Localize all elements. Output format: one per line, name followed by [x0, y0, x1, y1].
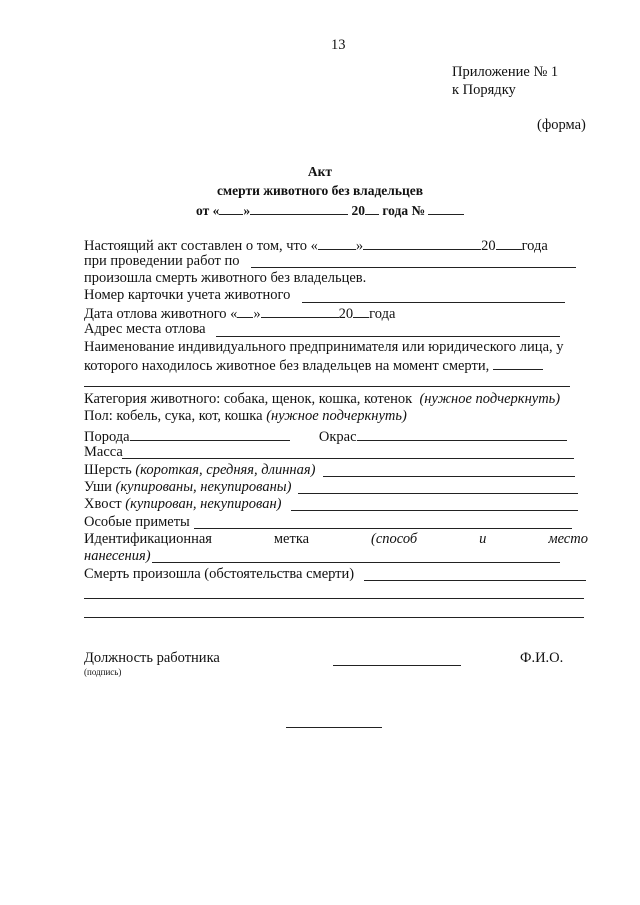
fill-line[interactable]: [152, 562, 560, 563]
hint-text: (способ: [371, 531, 418, 547]
hint-text: (нужное подчеркнуть): [266, 408, 407, 424]
fio-label: Ф.И.О.: [520, 650, 564, 666]
title-date-line: [196, 201, 464, 219]
text: метка: [273, 531, 310, 547]
blank[interactable]: [353, 304, 369, 318]
text: Шерсть: [84, 462, 132, 478]
fill-line[interactable]: [84, 598, 584, 599]
title-date-prefix: от «: [196, 203, 220, 218]
fill-line[interactable]: [291, 510, 578, 511]
title-line1: Акт: [307, 164, 333, 179]
fill-line[interactable]: [298, 493, 578, 494]
body-line-2: при проведении работ по: [84, 253, 240, 269]
title-date-year: 20: [351, 203, 365, 218]
fill-line[interactable]: [364, 580, 586, 581]
blank[interactable]: [261, 304, 339, 318]
blank[interactable]: [365, 201, 379, 215]
body-line-7: Наименование индивидуального предпринимателя или юридического лица, у: [84, 339, 564, 355]
body-line-10: [84, 408, 407, 425]
body-line-13: [84, 462, 315, 479]
text: года: [521, 238, 548, 254]
hint-text: и: [479, 531, 487, 547]
body-line-9: [84, 391, 560, 408]
body-line-3: произошла смерть животного без владельцев.: [84, 270, 367, 286]
text: »: [355, 238, 364, 254]
body-line-14: [84, 479, 291, 496]
page-number: 13: [331, 37, 346, 53]
hint-text: (нужное подчеркнуть): [419, 391, 561, 407]
text: Дата отлова животного «: [84, 306, 238, 322]
blank[interactable]: [363, 236, 481, 250]
text: Пол: кобель, сука, кот, кошка: [84, 408, 263, 424]
body-line-18: нанесения): [84, 548, 151, 564]
blank[interactable]: [318, 236, 356, 250]
blank[interactable]: [250, 201, 348, 215]
text: Порода: [84, 429, 130, 445]
body-line-11: [84, 427, 567, 446]
text: Категория животного: собака, щенок, кошка, котенок: [84, 391, 413, 407]
blank[interactable]: [219, 201, 243, 215]
text: года: [369, 306, 396, 322]
title-line2: смерти животного без владельцев: [216, 183, 424, 198]
appendix-line1: Приложение № 1: [452, 64, 559, 80]
blank[interactable]: [130, 427, 290, 441]
fill-line[interactable]: [216, 336, 560, 337]
text: 20: [338, 306, 354, 322]
title-date-suffix: года №: [382, 203, 426, 218]
appendix-line2: к Порядку: [452, 82, 516, 98]
body-line-4: Номер карточки учета животного: [84, 287, 291, 303]
fill-line[interactable]: [84, 617, 584, 618]
body-line-15: [84, 496, 282, 513]
hint-text: (короткая, средняя, длинная): [135, 462, 316, 478]
blank[interactable]: [493, 356, 543, 370]
sign-label: (подпись): [84, 667, 122, 677]
text: Окрас: [318, 429, 357, 445]
title-date-mid: »: [243, 203, 251, 218]
fill-line[interactable]: [302, 302, 565, 303]
body-line-12: Масса: [84, 444, 123, 460]
blank[interactable]: [357, 427, 567, 441]
signature-line[interactable]: [333, 665, 461, 666]
fill-line[interactable]: [323, 476, 575, 477]
text: 20: [481, 238, 496, 254]
position-label: Должность работника: [84, 650, 220, 666]
blank[interactable]: [496, 236, 522, 250]
body-line-16: Особые приметы: [84, 514, 190, 530]
text: Хвост: [84, 496, 122, 512]
body-line-17: [84, 531, 588, 548]
body-line-8: [84, 356, 543, 375]
fill-line[interactable]: [251, 267, 576, 268]
end-separator: [286, 727, 382, 728]
blank[interactable]: [428, 201, 464, 215]
form-label: (форма): [537, 117, 586, 133]
fill-line[interactable]: [122, 458, 574, 459]
text: Идентификационная: [84, 531, 212, 547]
text: которого находилось животное без владельцев на момент смерти,: [84, 358, 490, 374]
hint-text: (купирован, некупирован): [125, 496, 282, 512]
hint-text: (купированы, некупированы): [115, 479, 292, 495]
hint-text: место: [548, 531, 588, 547]
blank[interactable]: [237, 304, 253, 318]
text: »: [253, 306, 261, 322]
text: Настоящий акт составлен о том, что «: [84, 238, 318, 254]
body-line-6: Адрес места отлова: [84, 321, 206, 337]
fill-line[interactable]: [194, 528, 572, 529]
text: Уши: [84, 479, 112, 495]
fill-line[interactable]: [84, 386, 570, 387]
body-line-19: Смерть произошла (обстоятельства смерти): [84, 566, 355, 582]
